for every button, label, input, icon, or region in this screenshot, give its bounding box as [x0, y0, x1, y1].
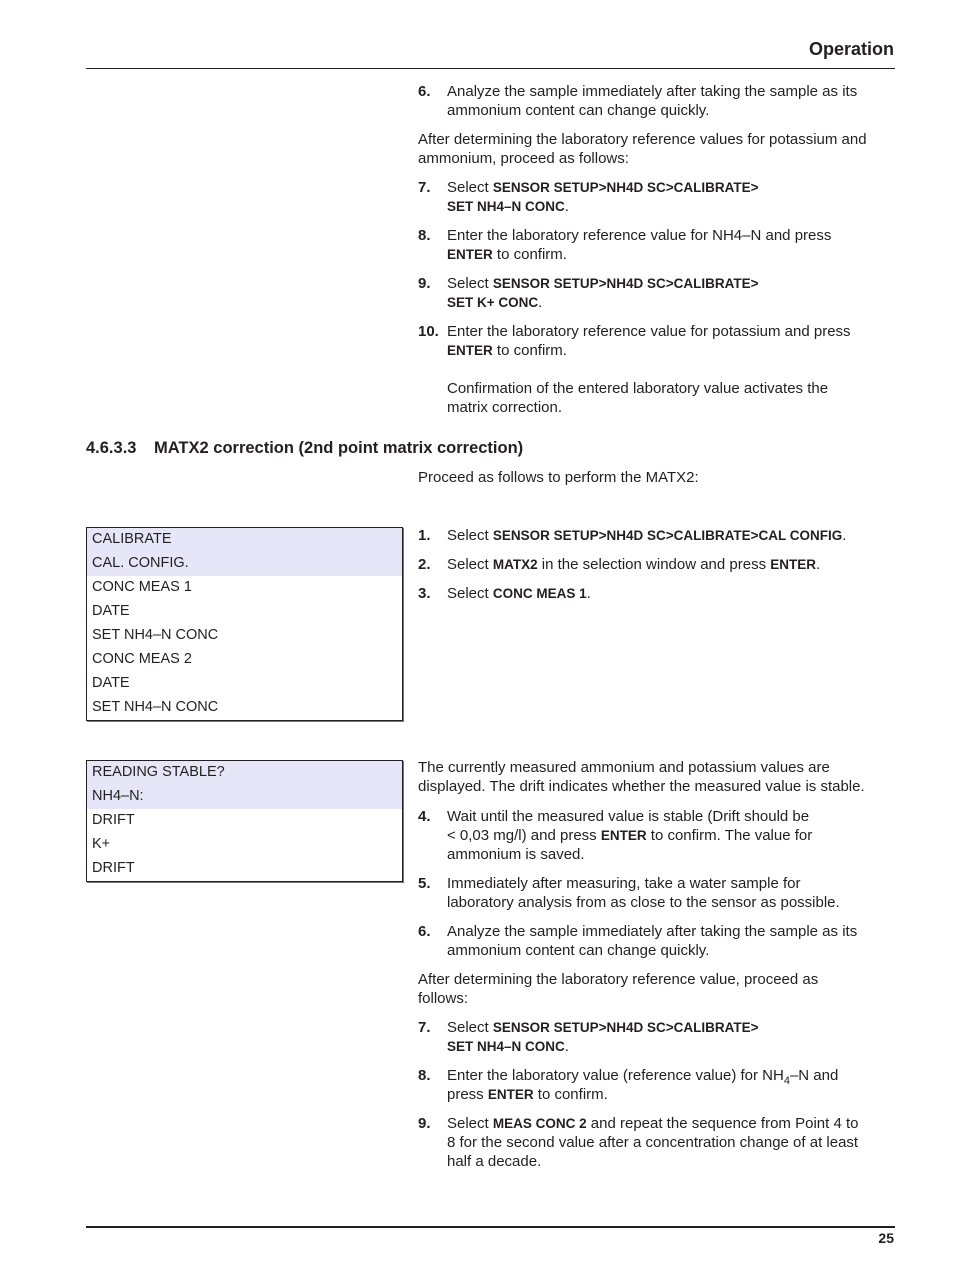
footer-rule	[86, 1226, 895, 1228]
matx2-step-5	[418, 874, 898, 912]
matx2-step-6	[418, 922, 898, 960]
step-number: 9.	[418, 275, 431, 292]
key-label: ENTER	[770, 557, 817, 572]
menu-row: CALIBRATE	[87, 528, 402, 552]
intro-paragraph-top: After determining the laboratory reference values for potassium and ammonium, proceed as follows:	[418, 131, 867, 167]
step-number: 8.	[418, 227, 431, 244]
step-number: 7.	[418, 179, 431, 196]
step-text: Wait until the measured value is stable (Drift should be < 0,03 mg/l) and press ENTER to confirm. The value for ammonium is saved.	[447, 808, 813, 863]
step-text: Select MEAS CONC 2 and repeat the sequence from Point 4 to 8 for the second value after a concentration change of at least half a decade.	[447, 1115, 859, 1170]
key-label: ENTER	[487, 1087, 534, 1102]
header-rule	[86, 68, 895, 69]
step-text: Select MATX2 in the selection window and press ENTER.	[447, 556, 821, 573]
menu-path: SENSOR SETUP>NH4D SC>CALIBRATE>CAL CONFIG	[492, 528, 843, 543]
step-7-top	[418, 178, 898, 216]
step-6-top	[418, 82, 898, 120]
menu-path: SENSOR SETUP>NH4D SC>CALIBRATE>	[492, 180, 759, 195]
section-heading	[86, 438, 523, 458]
step-text: Select SENSOR SETUP>NH4D SC>CALIBRATE> SET NH4–N CONC.	[447, 179, 759, 215]
menu-row: CONC MEAS 2	[92, 651, 192, 667]
page-number: 25	[878, 1230, 894, 1246]
matx2-step-4	[418, 807, 898, 864]
step-text: Enter the laboratory reference value for NH4–N and press ENTER to confirm.	[447, 227, 832, 263]
menu-path: SENSOR SETUP>NH4D SC>CALIBRATE>	[492, 1020, 759, 1035]
step-10-top	[418, 322, 898, 417]
menu-path: SET NH4–N CONC	[447, 1039, 565, 1054]
key-label: ENTER	[447, 247, 493, 262]
matx2-step-9	[418, 1114, 898, 1171]
step-text: Analyze the sample immediately after taking the sample as its ammonium content can change quickly.	[447, 923, 858, 959]
key-label: ENTER	[600, 828, 647, 843]
menu-row: CONC MEAS 1	[92, 579, 192, 595]
matx2-step-8	[418, 1066, 898, 1104]
menu-row: DRIFT	[92, 860, 135, 876]
step-text: Select CONC MEAS 1.	[447, 585, 591, 602]
menu-path: SENSOR SETUP>NH4D SC>CALIBRATE>	[492, 276, 759, 291]
menu-row: K+	[92, 836, 111, 852]
menu-row: DRIFT	[92, 812, 135, 828]
menu-row: DATE	[92, 675, 130, 691]
step-9-top	[418, 274, 898, 312]
menu-row: DATE	[92, 603, 130, 619]
step-text: Select SENSOR SETUP>NH4D SC>CALIBRATE> SET K+ CONC.	[447, 275, 759, 311]
key-label: ENTER	[447, 343, 493, 358]
step-number: 6.	[418, 923, 431, 940]
menu-path: MEAS CONC 2	[492, 1116, 587, 1131]
menu-row: SET NH4–N CONC	[92, 699, 219, 715]
step-number: 10.	[418, 323, 439, 340]
matx2-step-7	[418, 1018, 898, 1056]
step-number: 6.	[418, 83, 431, 100]
step-number: 8.	[418, 1067, 431, 1084]
reference-intro: After determining the laboratory reference value, proceed as follows:	[418, 971, 819, 1007]
step-number: 7.	[418, 1019, 431, 1036]
step-8-top	[418, 226, 898, 264]
reading-stable-display	[86, 760, 403, 882]
step-number: 1.	[418, 527, 431, 544]
page-header-title: Operation	[808, 39, 894, 59]
step-number: 9.	[418, 1115, 431, 1132]
menu-row: READING STABLE?	[87, 761, 402, 785]
calibrate-menu-display	[86, 527, 403, 721]
menu-path: CONC MEAS 1	[492, 586, 587, 601]
step-number: 2.	[418, 556, 431, 573]
step-number: 3.	[418, 585, 431, 602]
subscript: 4	[783, 1075, 790, 1087]
matx2-step-2	[418, 555, 898, 574]
step-text: Immediately after measuring, take a water sample for laboratory analysis from as close to the sensor as possible.	[447, 875, 840, 911]
matx2-step-3	[418, 584, 898, 603]
step-number: 5.	[418, 875, 431, 892]
matx2-step-1	[418, 526, 898, 545]
step-text: Enter the laboratory value (reference value) for $NH_4-N$ and press ENTER to confirm.	[447, 1067, 839, 1103]
step-text: Analyze the sample immediately after taking the sample as its ammonium content can change quickly.	[447, 83, 858, 119]
menu-path: SET NH4–N CONC	[447, 199, 565, 214]
section-title: MATX2 correction (2nd point matrix correction)	[154, 439, 524, 457]
section-number: 4.6.3.3	[86, 439, 137, 457]
menu-row: CAL. CONFIG.	[87, 552, 402, 576]
menu-path: SET K+ CONC	[447, 295, 539, 310]
step-text: Select SENSOR SETUP>NH4D SC>CALIBRATE> SET NH4–N CONC.	[447, 1019, 759, 1055]
step-text: Select SENSOR SETUP>NH4D SC>CALIBRATE>CAL CONFIG.	[447, 527, 847, 544]
menu-row: NH4–N:	[87, 785, 402, 809]
step-text: Enter the laboratory reference value for potassium and press ENTER to confirm. Confirmation of the entered laboratory value activates the matrix correction.	[447, 323, 851, 416]
reading-intro: The currently measured ammonium and potassium values are displayed. The drift indicates whether the measured value is stable.	[418, 759, 865, 795]
section-intro: Proceed as follows to perform the MATX2:	[418, 469, 699, 486]
menu-row: SET NH4–N CONC	[92, 627, 219, 643]
menu-path: MATX2	[492, 557, 538, 572]
step-number: 4.	[418, 808, 431, 825]
